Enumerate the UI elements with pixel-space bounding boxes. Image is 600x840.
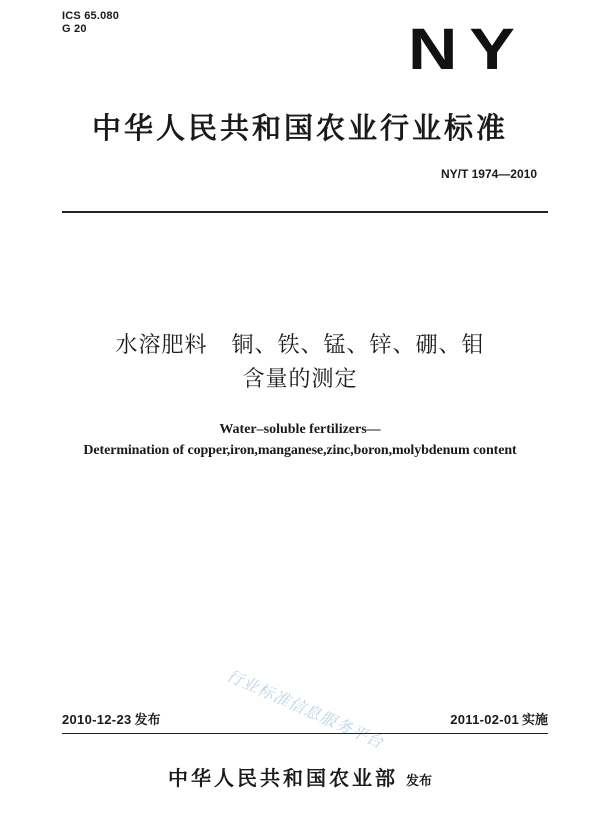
- standard-category-title: 中华人民共和国农业行业标准: [91, 111, 508, 145]
- ics-code: ICS 65.080: [62, 10, 120, 22]
- issuer-action: 发布: [405, 774, 432, 789]
- chinese-title-line-1: 水溶肥料 铜、铁、锰、锌、硼、钼: [115, 333, 485, 358]
- implementation-date-value: 2011-02-01: [450, 712, 519, 727]
- chinese-title-line-2: 含量的测定: [242, 367, 358, 392]
- english-title-line-2: Determination of copper,iron,manganese,zinc,boron,molybdenum content: [83, 443, 517, 458]
- implementation-date: [450, 711, 548, 730]
- issue-date-label: 发布: [134, 713, 161, 728]
- classification-codes: [62, 10, 119, 36]
- english-title-line-1: Water–soluble fertilizers—: [219, 422, 381, 437]
- issue-date: [62, 711, 161, 730]
- ny-logo: NY: [408, 17, 527, 82]
- implementation-date-label: 实施: [521, 713, 548, 728]
- header-divider: [62, 211, 548, 213]
- issuer: [0, 762, 600, 791]
- standard-number: NY/T 1974—2010: [440, 167, 537, 181]
- watermark: 行业标准信息服务平台: [223, 665, 387, 753]
- footer-divider: [62, 733, 548, 734]
- issuer-name: 中华人民共和国农业部: [167, 766, 398, 790]
- ccs-code: G 20: [62, 23, 87, 35]
- issue-date-value: 2010-12-23: [62, 712, 132, 727]
